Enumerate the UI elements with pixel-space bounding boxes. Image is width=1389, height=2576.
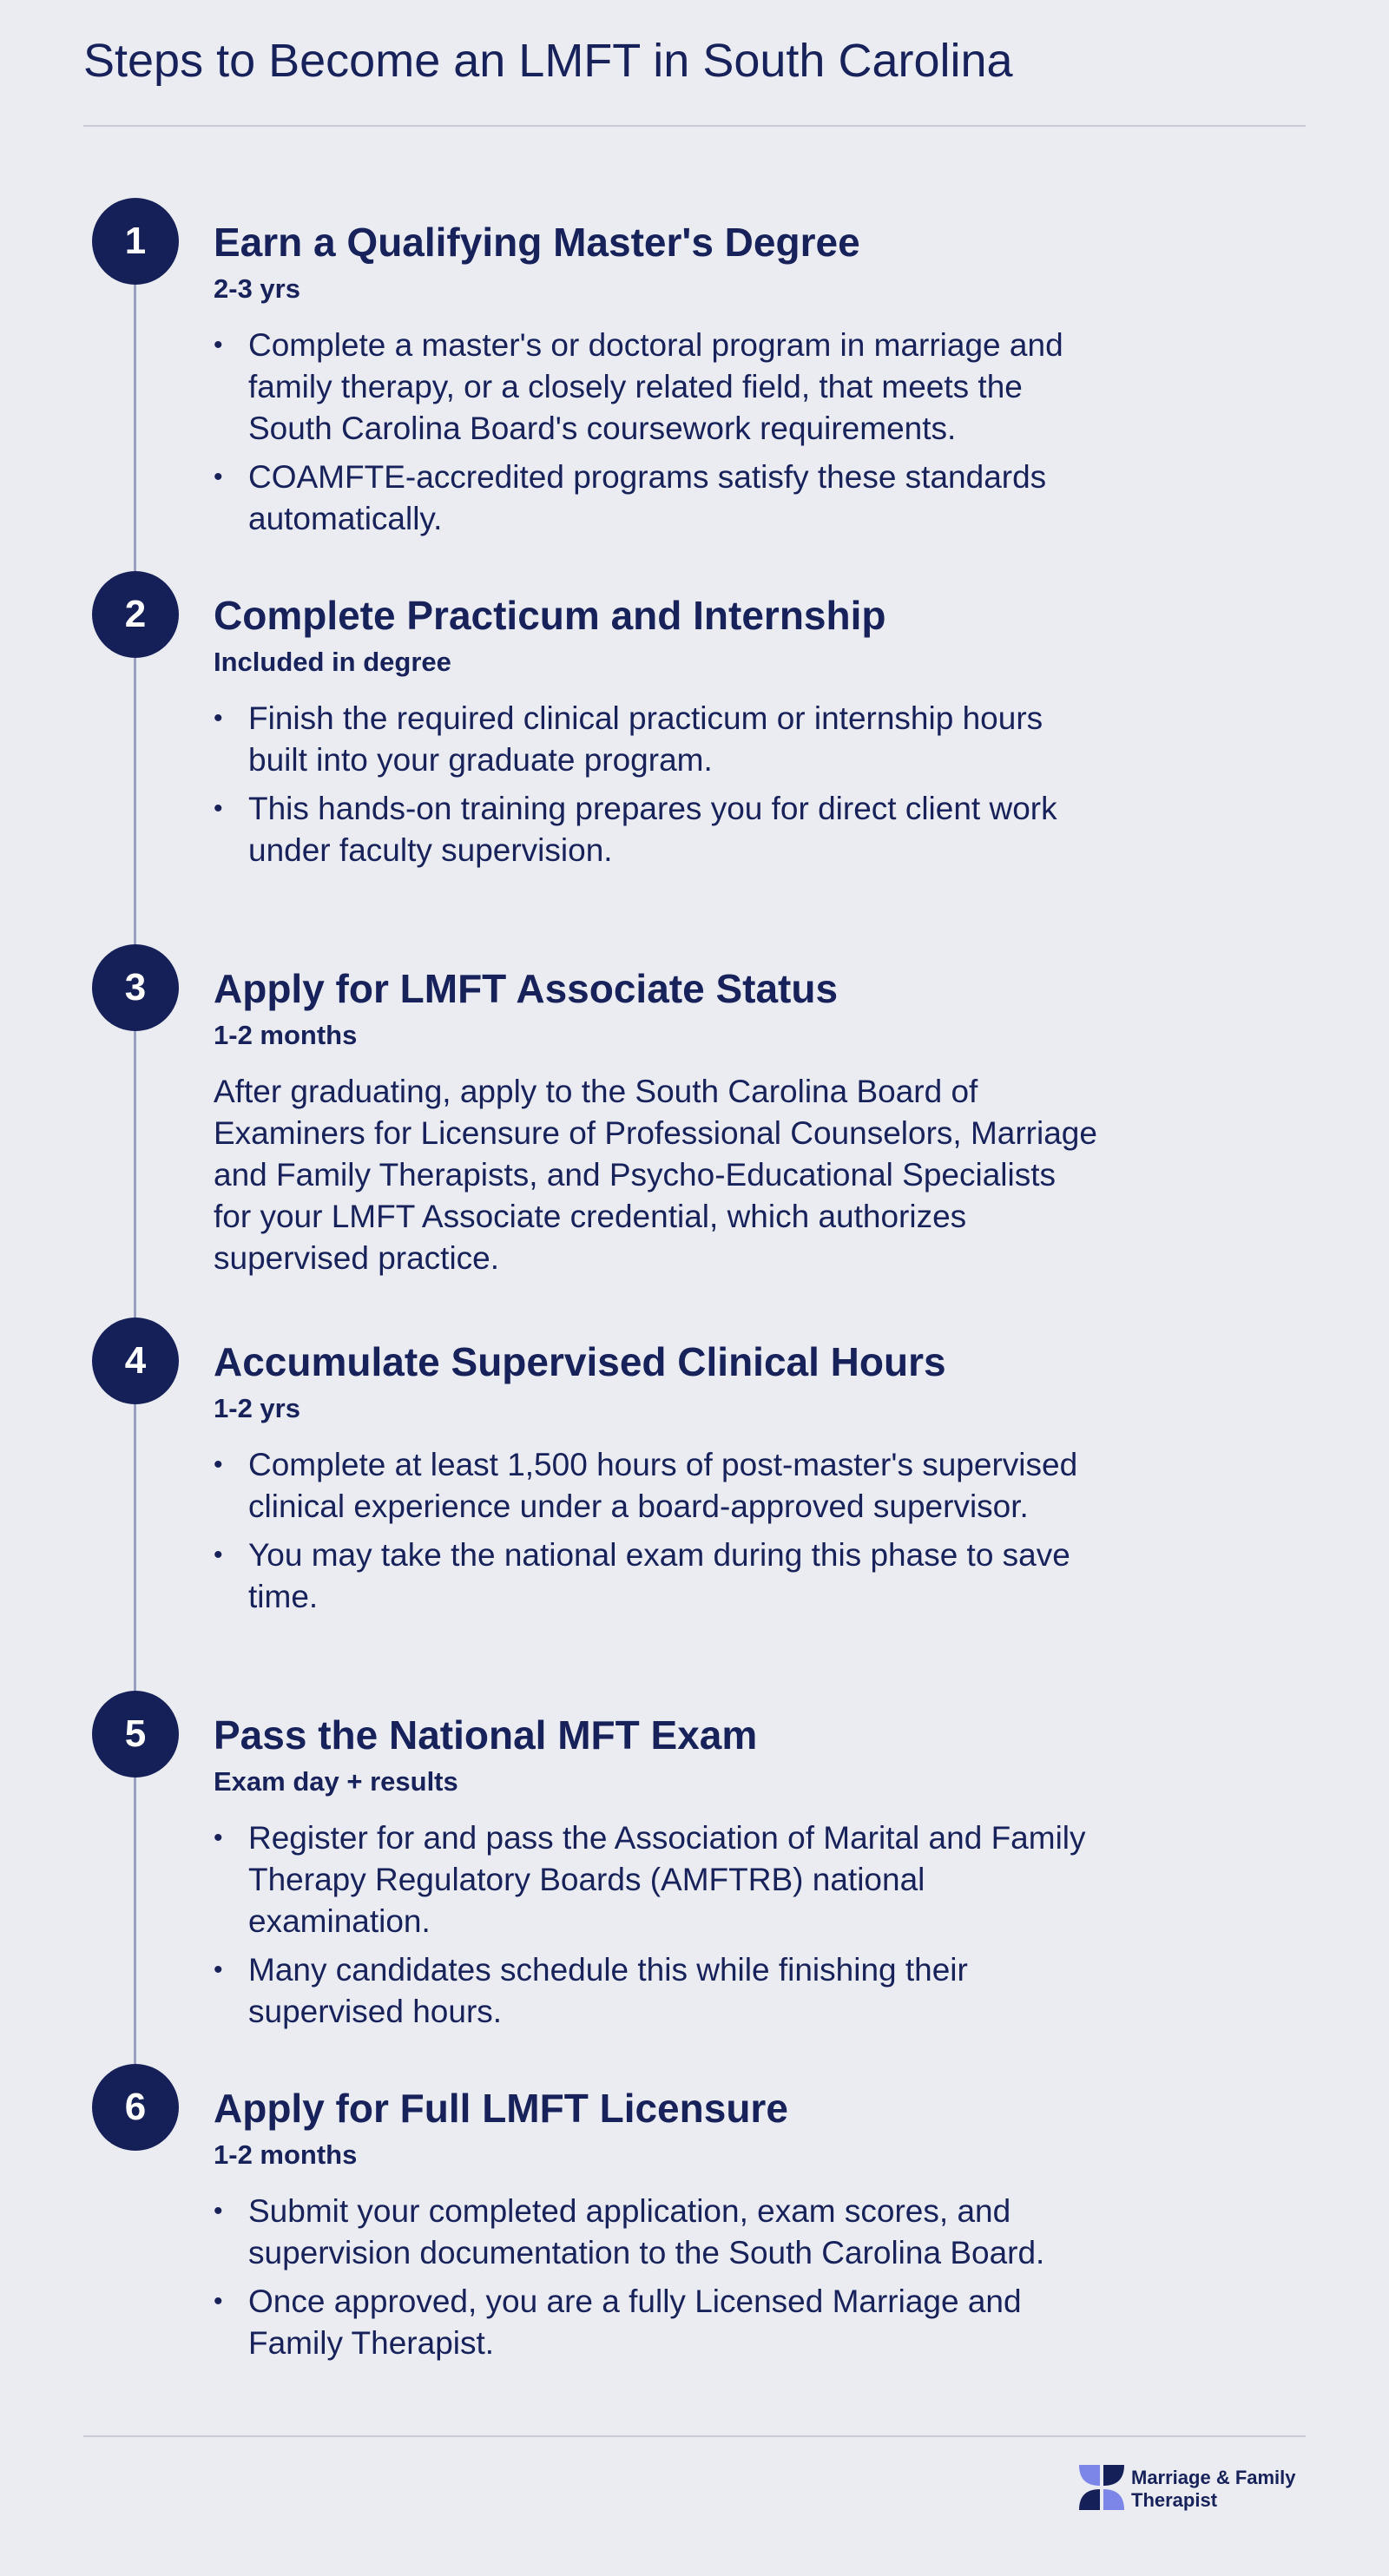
step-title: Apply for Full LMFT Licensure bbox=[214, 2086, 788, 2131]
step-bullet-list bbox=[214, 1444, 1099, 1618]
bullet-icon: • bbox=[214, 704, 223, 733]
list-item bbox=[214, 1949, 1099, 2033]
list-item bbox=[214, 325, 1099, 450]
bullet-icon: • bbox=[214, 1955, 223, 1984]
list-item bbox=[214, 698, 1099, 781]
logo-text-line1: Marriage & Family bbox=[1131, 2467, 1296, 2488]
step-duration: 1-2 months bbox=[214, 1020, 358, 1050]
step-bullet-list bbox=[214, 325, 1099, 540]
step-content bbox=[214, 2064, 1099, 2371]
bottom-divider bbox=[83, 2435, 1306, 2437]
bullet-text: Many candidates schedule this while finishing their supervised hours. bbox=[248, 1952, 968, 2029]
bullet-text: Once approved, you are a fully Licensed Marriage and Family Therapist. bbox=[248, 2284, 1022, 2361]
logo-petal-top-left bbox=[1079, 2465, 1100, 2486]
bullet-icon: • bbox=[214, 2287, 223, 2316]
step-number-badge: 2 bbox=[92, 571, 179, 658]
list-item bbox=[214, 1817, 1099, 1942]
step-duration: 2-3 yrs bbox=[214, 273, 300, 304]
step-bullet-list bbox=[214, 1817, 1099, 2033]
list-item bbox=[214, 2281, 1099, 2364]
step-content bbox=[214, 944, 1099, 1279]
bullet-text: This hands-on training prepares you for direct client work under faculty supervision. bbox=[248, 791, 1057, 868]
logo-mark-icon bbox=[1079, 2465, 1124, 2510]
step-content bbox=[214, 1318, 1099, 1625]
step-paragraph: After graduating, apply to the South Carolina Board of Examiners for Licensure of Professional Counselors, Marriage and Family Therapists, and Psycho-Educational Specialists for your LMFT Associate credential, which authorizes supervised practice. bbox=[214, 1074, 1097, 1276]
bullet-icon: • bbox=[214, 794, 223, 823]
logo-petal-bottom-right bbox=[1103, 2489, 1124, 2510]
step-duration: Included in degree bbox=[214, 647, 451, 677]
step-bullet-list bbox=[214, 2191, 1099, 2364]
step-duration: 1-2 yrs bbox=[214, 1393, 300, 1423]
bullet-text: You may take the national exam during this phase to save time. bbox=[248, 1537, 1070, 1614]
logo-petal-top-right bbox=[1103, 2465, 1124, 2486]
logo-text bbox=[1131, 2467, 1340, 2512]
step-number-badge: 1 bbox=[92, 198, 179, 285]
step-title: Pass the National MFT Exam bbox=[214, 1712, 758, 1758]
step-number-badge: 6 bbox=[92, 2064, 179, 2151]
list-item bbox=[214, 2191, 1099, 2274]
list-item bbox=[214, 1534, 1099, 1618]
step-title: Earn a Qualifying Master's Degree bbox=[214, 220, 860, 265]
top-divider bbox=[83, 125, 1306, 127]
step-content bbox=[214, 198, 1099, 547]
bullet-text: COAMFTE-accredited programs satisfy these standards automatically. bbox=[248, 459, 1047, 536]
footer-logo bbox=[1079, 2465, 1340, 2514]
bullet-text: Register for and pass the Association of Marital and Family Therapy Regulatory Boards (AMFTRB) national examination. bbox=[248, 1820, 1086, 1939]
bullet-text: Finish the required clinical practicum or internship hours built into your graduate program. bbox=[248, 700, 1043, 778]
list-item bbox=[214, 1444, 1099, 1528]
bullet-icon: • bbox=[214, 2197, 223, 2225]
bullet-icon: • bbox=[214, 463, 223, 491]
bullet-icon: • bbox=[214, 331, 223, 359]
logo-petal-bottom-left bbox=[1079, 2489, 1100, 2510]
page-title: Steps to Become an LMFT in South Carolina bbox=[83, 35, 1013, 87]
bullet-text: Submit your completed application, exam scores, and supervision documentation to the South Carolina Board. bbox=[248, 2193, 1045, 2270]
bullet-text: Complete a master's or doctoral program in marriage and family therapy, or a closely related field, that meets the South Carolina Board's coursework requirements. bbox=[248, 327, 1063, 446]
bullet-icon: • bbox=[214, 1824, 223, 1852]
step-content bbox=[214, 1691, 1099, 2040]
step-content bbox=[214, 571, 1099, 878]
logo-text-line2: Therapist bbox=[1131, 2489, 1218, 2511]
step-title: Accumulate Supervised Clinical Hours bbox=[214, 1339, 946, 1384]
step-number-badge: 5 bbox=[92, 1691, 179, 1778]
list-item bbox=[214, 788, 1099, 871]
step-number-badge: 4 bbox=[92, 1318, 179, 1404]
step-duration: 1-2 months bbox=[214, 2139, 358, 2170]
bullet-icon: • bbox=[214, 1450, 223, 1479]
step-duration: Exam day + results bbox=[214, 1766, 458, 1797]
bullet-text: Complete at least 1,500 hours of post-master's supervised clinical experience under a board-approved supervisor. bbox=[248, 1447, 1078, 1524]
bullet-icon: • bbox=[214, 1541, 223, 1569]
timeline-line bbox=[134, 241, 136, 2119]
step-number-badge: 3 bbox=[92, 944, 179, 1031]
step-bullet-list bbox=[214, 698, 1099, 871]
step-title: Apply for LMFT Associate Status bbox=[214, 966, 839, 1011]
step-title: Complete Practicum and Internship bbox=[214, 593, 886, 638]
list-item bbox=[214, 457, 1099, 540]
